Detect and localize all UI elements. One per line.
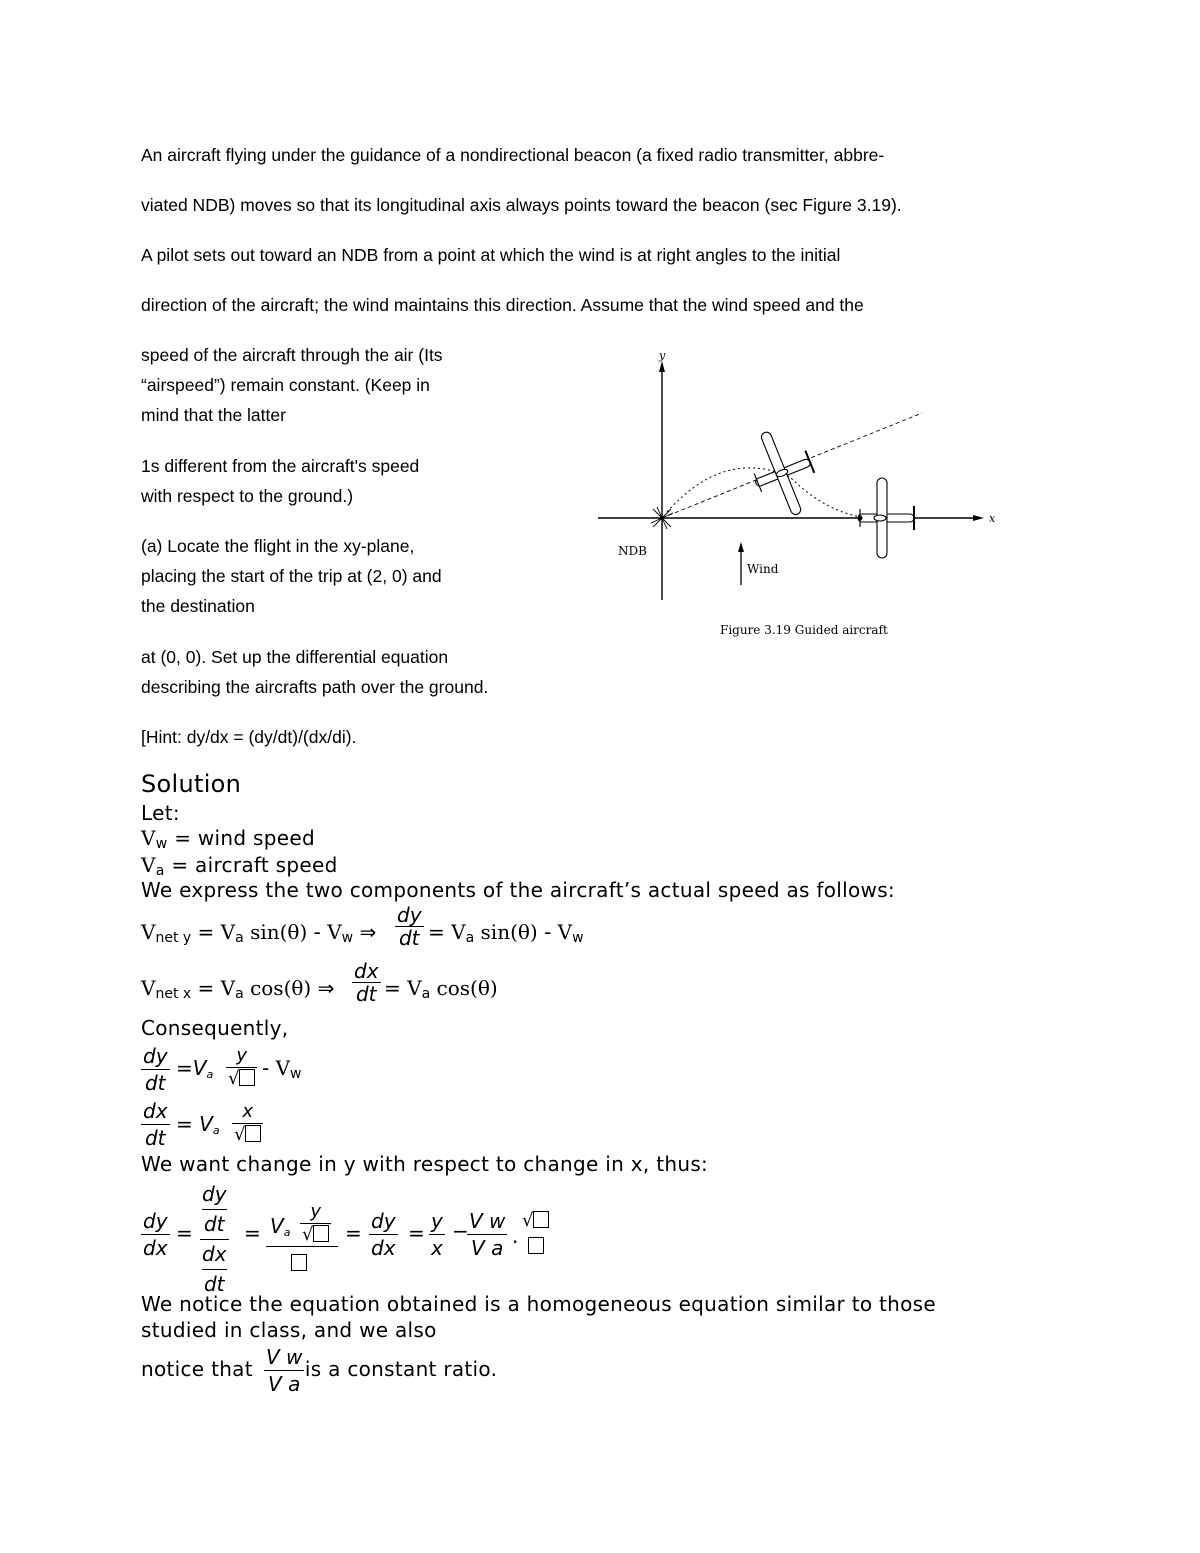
guided-aircraft-figure <box>590 345 1010 645</box>
problem-line: speed of the aircraft through the air (Its <box>141 345 443 365</box>
vnet-x-rhs: = Va cos(θ) <box>384 976 498 1002</box>
problem-line: “airspeed”) remain constant. (Keep in <box>141 375 430 395</box>
problem-line: placing the start of the trip at (2, 0) and <box>141 566 442 586</box>
problem-line: An aircraft flying under the guidance of a nondirectional beacon (a fixed radio transmitter, abbre- <box>141 145 885 165</box>
x-over-sqrt-fraction: x √ <box>232 1101 263 1146</box>
let-line: Let: <box>141 801 180 825</box>
figure-caption: Figure 3.19 Guided aircraft <box>720 623 888 637</box>
vnet-x-equation: Vnet x = Va cos(θ) ⇒ <box>141 976 335 1002</box>
dydx-fraction: $\frac{dy}{dx}$ <box>371 1209 396 1260</box>
dydx-fraction: $\frac{dy}{dx}$ <box>143 1209 168 1260</box>
problem-line: direction of the aircraft; the wind maintains this direction. Assume that the wind speed and the <box>141 295 864 315</box>
consequently-eq1: =Va <box>176 1056 214 1081</box>
problem-line: with respect to the ground.) <box>141 486 354 506</box>
equals-sign: = <box>408 1221 425 1245</box>
x-axis-label: x <box>989 512 996 525</box>
dydt-fraction: $\frac{dy}{dt}$ <box>397 903 422 950</box>
y-axis-arrow-icon <box>659 361 665 372</box>
main-fraction-bar <box>266 1246 338 1247</box>
aircraft-icon <box>858 478 914 558</box>
wind-label: Wind <box>747 562 779 576</box>
problem-line: viated NDB) moves so that its longitudinal axis always points toward the beacon (sec Figure 3.19). <box>141 195 902 215</box>
solution-heading: Solution <box>141 770 242 798</box>
vw-definition: Vw = wind speed <box>141 826 315 852</box>
va-definition: Va = aircraft speed <box>141 853 338 879</box>
consequently-eq2: = Va <box>176 1112 220 1137</box>
notice-line: studied in class, and we also <box>141 1318 437 1342</box>
equals-sign: = <box>244 1221 261 1245</box>
vw-over-va-fraction: $\frac{\text{V w}}{\text{V a}}$ <box>469 1209 506 1260</box>
vnet-y-equation: Vnet y = Va sin(θ) - Vw ⇒ <box>141 920 377 946</box>
express-line: We express the two components of the aircraft’s actual speed as follows: <box>141 878 895 902</box>
y-over-x-fraction: $\frac{y}{x}$ <box>431 1209 443 1260</box>
start-point <box>858 516 863 521</box>
problem-line: the destination <box>141 596 255 616</box>
vw-over-va-fraction: $\frac{\text{V w}}{\text{V a}}$ <box>266 1345 303 1396</box>
y-over-sqrt-fraction: y √ <box>300 1201 331 1246</box>
consequently-line: Consequently, <box>141 1016 289 1040</box>
want-line: We want change in y with respect to change in x, thus: <box>141 1152 709 1176</box>
x-axis-arrow-icon <box>973 515 984 521</box>
dydt-fraction: $\frac{dy}{dt}$ <box>143 1044 168 1095</box>
problem-line: [Hint: dy/dx = (dy/dt)/(dx/di). <box>141 727 357 747</box>
dot-operator: . <box>512 1224 519 1248</box>
va-factor: Va <box>270 1214 291 1239</box>
problem-line: A pilot sets out toward an NDB from a point at which the wind is at right angles to the initial <box>141 245 841 265</box>
minus-sign: − <box>452 1219 469 1243</box>
placeholder-box <box>291 1250 307 1274</box>
dxdt-fraction: $\frac{dx}{dt}$ <box>354 959 379 1006</box>
problem-line: describing the aircrafts path over the ground. <box>141 677 489 697</box>
minus-vw: - Vw <box>262 1056 302 1082</box>
vnet-y-rhs: = Va sin(θ) - Vw <box>428 920 584 946</box>
ndb-label: NDB <box>618 544 647 558</box>
wind-arrow-icon <box>738 542 744 552</box>
problem-line: (a) Locate the flight in the xy-plane, <box>141 536 415 556</box>
problem-line: 1s different from the aircraft's speed <box>141 456 420 476</box>
problem-line: at (0, 0). Set up the differential equation <box>141 647 449 667</box>
dydt-over-dxdt-fraction: dy dt dx dt <box>200 1180 229 1299</box>
dxdt-fraction: $\frac{dx}{dt}$ <box>143 1099 168 1150</box>
problem-line: mind that the latter <box>141 405 286 425</box>
y-axis-label: y <box>659 349 666 362</box>
y-over-sqrt-fraction: y √ <box>226 1045 257 1090</box>
flight-path <box>666 468 862 517</box>
equals-sign: = <box>176 1221 193 1245</box>
sqrt-over-box-fraction: √ <box>520 1208 551 1260</box>
equals-sign: = <box>345 1221 362 1245</box>
notice-line: notice that is a constant ratio. <box>141 1357 498 1381</box>
notice-line: We notice the equation obtained is a homogeneous equation similar to those <box>141 1292 937 1316</box>
aircraft-icon <box>740 421 827 524</box>
